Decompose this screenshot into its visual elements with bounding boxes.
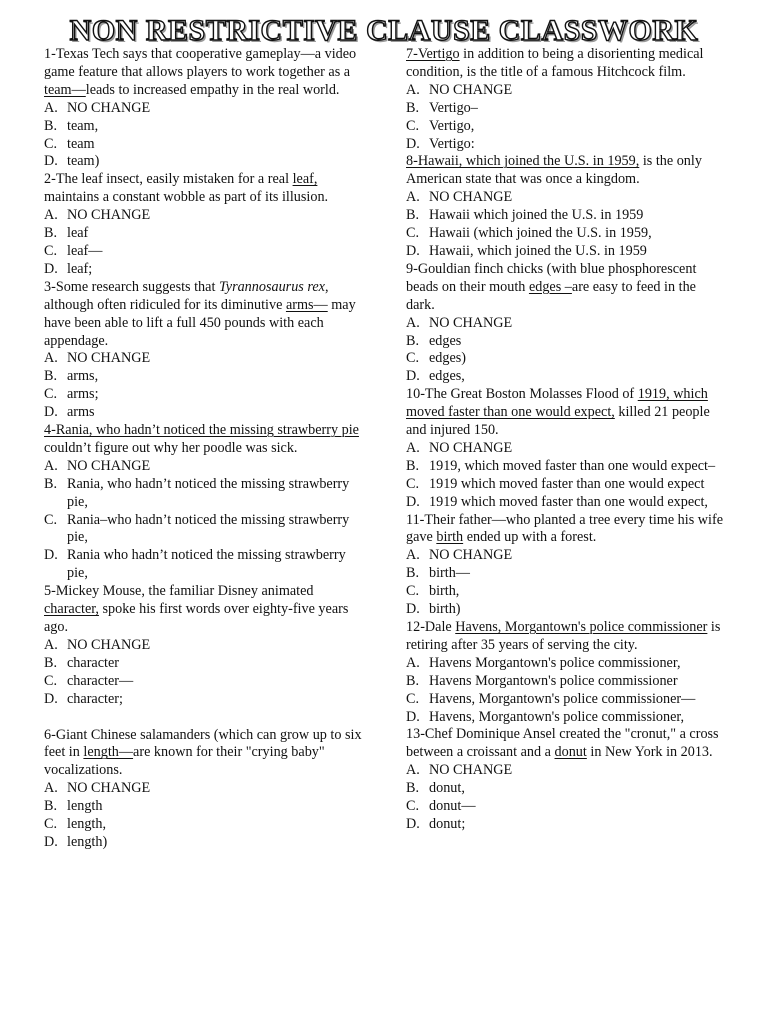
option-letter: B. [406,672,420,689]
option-letter: A. [406,439,420,456]
answer-option[interactable] [406,476,726,494]
question-stem [406,261,726,315]
option-text: Havens Morgantown's police commissioner, [429,654,681,671]
answer-option[interactable] [406,440,726,458]
option-letter: C. [406,583,420,600]
answer-option[interactable] [44,261,366,279]
option-letter: C. [406,350,420,367]
answer-option[interactable] [44,476,366,512]
option-letter: C. [44,816,58,833]
option-letter: B. [44,225,58,242]
question-stem [44,422,366,458]
question-stem [406,153,726,189]
answer-option[interactable] [44,100,366,118]
option-text: NO CHANGE [67,350,151,367]
option-text: length, [67,816,107,833]
answer-option[interactable] [406,762,726,780]
stem-text: 5-Mickey Mouse, the familiar Disney animated [44,583,314,600]
page-title: NON RESTRICTIVE CLAUSE CLASSWORK [69,14,699,47]
stem-text: Tyrannosaurus rex [218,278,325,295]
underlined-segment: character, [44,601,99,618]
answer-option[interactable] [44,512,366,548]
option-text: 1919 which moved faster than one would expect, [429,493,708,510]
stem-text: is retiring after 35 years of serving the city. [406,619,721,653]
option-text: Havens, Morgantown's police commissioner, [429,708,685,725]
answer-option[interactable] [44,691,366,709]
option-text: Rania, who hadn’t noticed the missing strawberry pie, [67,475,350,510]
answer-option[interactable] [406,350,726,368]
stem-text: 9-Gouldian finch chicks (with blue phosphorescent beads on their mouth [406,260,697,295]
answer-option[interactable] [406,458,726,476]
underlined-segment: team— [44,81,86,98]
option-letter: D. [44,690,58,707]
stem-text: 3-Some research suggests that [44,278,219,295]
stem-text: in New York in 2013. [586,744,713,761]
option-letter: A. [406,654,420,671]
question-stem [44,46,366,100]
answer-option[interactable] [406,136,726,154]
question-stem [406,386,726,440]
answer-option[interactable] [406,565,726,583]
answer-option[interactable] [44,834,366,852]
question-q11 [406,512,726,619]
answer-option[interactable] [44,547,366,583]
question-stem [44,727,366,781]
stem-text: 6-Giant Chinese salamanders (which can grow up to six feet in [44,726,362,761]
stem-text: 11-Their father—who planted a tree every time his wife gave [406,511,723,546]
option-text: 1919 which moved faster than one would expect [429,475,705,492]
option-letter: A. [44,457,58,474]
stem-text: , although often ridiculed for its diminutive [44,278,329,313]
option-text: donut— [429,798,476,815]
underlined-segment: length— [83,744,134,761]
option-text: Vertigo, [429,117,475,134]
option-text: NO CHANGE [67,780,151,797]
option-letter: D. [44,547,58,564]
stem-text: 13-Chef Dominique Ansel created the "cronut," a cross between a croissant and a [406,726,719,761]
option-text: donut, [429,780,465,797]
answer-option[interactable] [406,655,726,673]
answer-option[interactable] [44,637,366,655]
question-q3 [44,279,366,422]
underlined-segment: Havens, Morgantown's police commissioner [455,619,708,635]
answer-option[interactable] [406,315,726,333]
question-q13 [406,726,726,833]
option-text: NO CHANGE [67,207,151,224]
option-text: length [67,798,103,815]
option-text: character— [67,672,134,689]
option-letter: C. [44,135,58,152]
underlined-segment: 8-Hawaii, which joined the U.S. in 1959, [406,153,640,170]
option-text: team) [67,153,100,170]
option-text: NO CHANGE [67,636,151,653]
option-letter: A. [406,189,420,206]
option-text: team, [67,117,99,134]
answer-option[interactable] [406,583,726,601]
option-text: arms [67,404,95,421]
stem-text: 2-The leaf insect, easily mistaken for a real [44,171,293,188]
answer-option[interactable] [44,207,366,225]
answer-option[interactable] [406,118,726,136]
option-letter: C. [44,242,58,259]
option-letter: C. [44,672,58,689]
option-letter: B. [406,780,420,797]
answer-option[interactable] [44,225,366,243]
option-letter: C. [406,690,420,707]
answer-option[interactable] [44,136,366,154]
question-q6 [44,727,366,852]
question-stem [44,171,366,207]
underlined-segment: 4-Rania, who hadn’t noticed the missing strawberry pie [44,422,359,439]
question-q1 [44,46,366,171]
option-text: birth— [429,565,470,582]
option-letter: B. [406,332,420,349]
underlined-segment: leaf, [292,171,318,188]
underlined-segment: donut [554,744,587,761]
option-letter: A. [406,547,420,564]
option-text: arms, [67,368,99,385]
answer-option[interactable] [44,118,366,136]
option-letter: D. [44,260,58,277]
stem-text: are known for their "crying baby" vocalizations. [44,744,325,779]
option-text: Hawaii which joined the U.S. in 1959 [429,207,644,224]
option-text: NO CHANGE [67,457,151,474]
answer-option[interactable] [406,100,726,118]
answer-option[interactable] [406,691,726,709]
option-text: Havens, Morgantown's police commissioner— [429,690,696,707]
option-text: leaf— [67,242,103,259]
question-q8 [406,153,726,260]
option-text: Vertigo: [429,135,475,152]
answer-option[interactable] [406,82,726,100]
stem-text: leads to increased empathy in the real world. [85,81,340,98]
stem-text: couldn’t figure out why her poodle was sick. [44,439,298,456]
option-letter: D. [406,135,420,152]
option-text: Rania who hadn’t noticed the missing strawberry pie, [67,547,346,582]
right-column [406,46,726,834]
stem-text: 10-The Great Boston Molasses Flood of [406,386,638,403]
option-text: character; [67,690,123,707]
option-text: character [67,654,119,671]
option-text: donut; [429,815,466,832]
question-q2 [44,171,366,278]
question-stem [406,512,726,548]
question-q12 [406,619,726,726]
question-q10 [406,386,726,511]
option-letter: C. [406,117,420,134]
answer-option[interactable] [406,225,726,243]
answer-option[interactable] [44,368,366,386]
underlined-segment: arms— [285,296,328,313]
option-letter: C. [406,475,420,492]
option-text: length) [67,833,108,850]
answer-option[interactable] [406,798,726,816]
question-q5 [44,583,366,708]
option-letter: D. [406,368,420,385]
answer-option[interactable] [406,673,726,691]
option-letter: A. [44,99,58,116]
answer-option[interactable] [44,350,366,368]
option-text: 1919, which moved faster than one would expect– [429,457,716,474]
option-letter: C. [44,511,58,528]
option-letter: B. [44,475,58,492]
question-stem [406,46,726,82]
option-letter: D. [406,493,420,510]
option-text: edges, [429,368,465,385]
answer-option[interactable] [44,153,366,171]
option-text: NO CHANGE [429,189,513,206]
underlined-segment: edges – [528,278,572,295]
answer-option[interactable] [406,207,726,225]
answer-option[interactable] [44,243,366,261]
option-letter: A. [44,636,58,653]
option-letter: B. [406,207,420,224]
option-letter: C. [406,798,420,815]
option-letter: B. [406,457,420,474]
question-stem [44,279,366,351]
option-text: edges) [429,350,467,367]
stem-text: spoke his first words over eighty-five years ago. [44,601,349,635]
option-text: Vertigo– [429,99,478,116]
stem-text: killed 21 people and injured 150. [406,404,710,439]
option-text: NO CHANGE [429,81,513,98]
question-stem [44,583,366,637]
answer-option[interactable] [406,189,726,207]
answer-option[interactable] [44,404,366,422]
option-letter: D. [44,404,58,421]
underlined-segment: birth [436,529,464,546]
option-letter: B. [44,117,58,134]
underlined-segment: 7-Vertigo [406,46,460,62]
option-letter: A. [44,207,58,224]
stem-text: maintains a constant wobble as part of its illusion. [44,189,329,206]
option-letter: A. [406,762,420,779]
option-letter: A. [406,314,420,331]
option-letter: D. [406,815,420,832]
option-letter: B. [406,565,420,582]
option-letter: B. [44,368,58,385]
option-text: Rania–who hadn’t noticed the missing strawberry pie, [67,511,350,546]
option-letter: A. [406,81,420,98]
stem-text: may have been able to lift a full 450 pounds with each appendage. [44,296,356,349]
underlined-segment: 1919, which moved faster than one would expect, [406,386,708,421]
option-letter: B. [44,798,58,815]
option-text: Hawaii (which joined the U.S. in 1959, [429,225,652,242]
option-text: team [67,135,95,152]
option-letter: C. [406,225,420,242]
option-letter: B. [44,654,58,671]
stem-text: are easy to feed in the dark. [406,278,696,313]
answer-option[interactable] [44,673,366,691]
option-text: birth) [429,601,461,618]
answer-option[interactable] [406,368,726,386]
answer-option[interactable] [406,816,726,834]
option-letter: A. [44,780,58,797]
answer-option[interactable] [406,243,726,261]
question-q9 [406,261,726,386]
option-letter: A. [44,350,58,367]
option-text: NO CHANGE [429,547,513,564]
option-letter: D. [406,242,420,259]
answer-option[interactable] [44,798,366,816]
option-text: birth, [429,583,460,600]
answer-option[interactable] [406,709,726,727]
answer-option[interactable] [44,816,366,834]
question-stem [406,619,726,655]
option-letter: B. [406,99,420,116]
stem-text: 1-Texas Tech says that cooperative gameplay—a video game feature that allows players to work together as a [44,46,357,80]
stem-text: ended up with a forest. [463,529,597,546]
answer-option[interactable] [406,601,726,619]
left-column [44,46,366,852]
option-text: NO CHANGE [429,439,513,456]
question-q7 [406,46,726,153]
stem-text: 12-Dale [406,619,456,635]
answer-option[interactable] [406,780,726,798]
option-text: leaf; [67,260,93,277]
option-letter: D. [406,601,420,618]
option-letter: D. [406,708,420,725]
option-letter: D. [44,153,58,170]
option-letter: D. [44,833,58,850]
option-text: arms; [67,386,99,403]
option-text: NO CHANGE [67,99,151,116]
answer-option[interactable] [44,655,366,673]
question-stem [406,726,726,762]
answer-option[interactable] [406,333,726,351]
stem-text: is the only American state that was once a kingdom. [406,153,702,188]
option-text: NO CHANGE [429,762,513,779]
answer-option[interactable] [44,780,366,798]
option-text: Havens Morgantown's police commissioner [429,672,678,689]
option-text: Hawaii, which joined the U.S. in 1959 [429,242,647,259]
option-text: edges [429,332,462,349]
option-text: leaf [67,225,89,242]
option-text: NO CHANGE [429,314,513,331]
stem-text: in addition to being a disorienting medical condition, is the title of a famous Hitchcock film. [406,46,704,80]
option-letter: C. [44,386,58,403]
question-q4 [44,422,366,583]
answer-option[interactable] [406,547,726,565]
answer-option[interactable] [44,458,366,476]
answer-option[interactable] [44,386,366,404]
answer-option[interactable] [406,494,726,512]
